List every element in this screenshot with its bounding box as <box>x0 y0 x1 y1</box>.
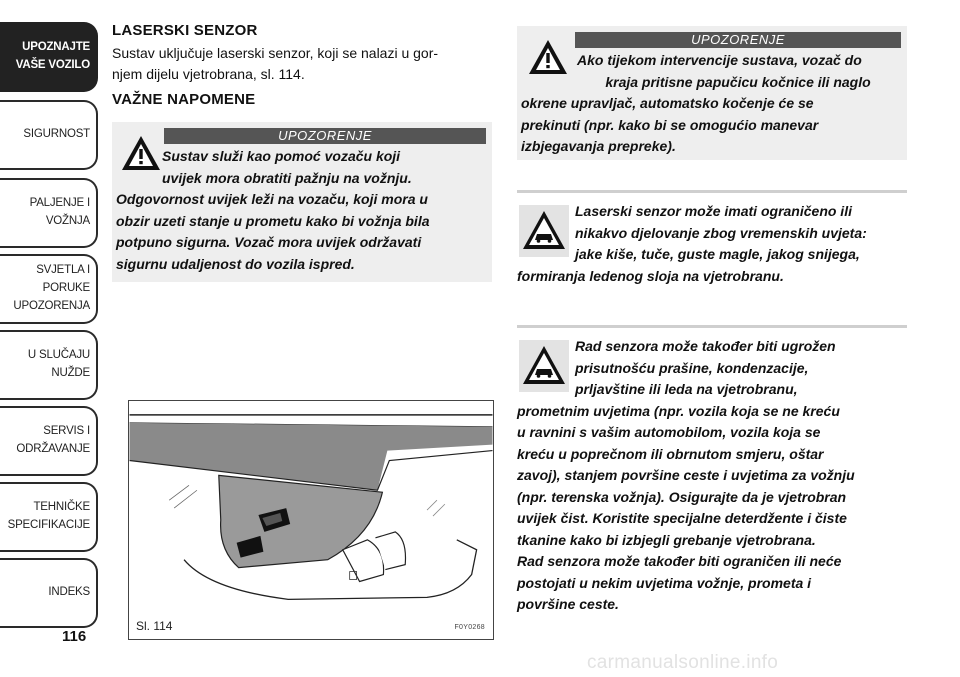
warning-text <box>116 146 488 275</box>
note-line: (npr. terenska vožnja). Osigurajte da je vjetrobran <box>517 488 847 505</box>
laser-sensor-illustration <box>129 401 493 639</box>
warning-header: UPOZORENJE <box>164 128 486 144</box>
intro-line: Sustav uključuje laserski senzor, koji se nalazi u gor- <box>112 45 439 61</box>
note-line: nikakvo djelovanje zbog vremenskih uvjeta: <box>575 224 867 241</box>
tab-servis-i-odrzavanje[interactable]: SERVIS I ODRŽAVANJE <box>0 406 98 476</box>
watermark: carmanualsonline.info <box>587 652 779 673</box>
note-line: tkanine kako bi izbjegli grebanje vjetrobrana. <box>517 531 816 548</box>
note-text <box>517 201 907 287</box>
section-heading-laserski-senzor: LASERSKI SENZOR <box>112 22 258 39</box>
warning-line: Odgovornost uvijek leži na vozaču, koji mora u <box>116 191 428 207</box>
figure-laser-sensor <box>128 400 494 640</box>
note-weather-conditions <box>517 190 907 287</box>
page-number: 116 <box>62 628 87 645</box>
warning-line: sigurnu udaljenost do vozila ispred. <box>116 255 355 272</box>
note-line: prometnim uvjetima (npr. vozila koja se ne kreću <box>517 402 840 419</box>
note-line: zavoj), stanjem površine ceste i uvjetima za vožnju <box>517 467 855 483</box>
intro-line: njem dijelu vjetrobrana, sl. 114. <box>112 66 305 82</box>
tab-u-slucaju-nuzde[interactable]: U SLUČAJU NUŽDE <box>0 330 98 400</box>
note-line: površine ceste. <box>517 596 619 612</box>
figure-code: F0Y0268 <box>454 624 485 631</box>
warning-box-driver-responsibility <box>112 122 492 282</box>
warning-line: Ako tijekom intervencije sustava, vozač do <box>577 52 862 68</box>
warning-line: izbjegavanja prepreke). <box>521 138 676 154</box>
car-warning-icon <box>519 340 569 392</box>
warning-line: Sustav služi kao pomoć vozaču koji <box>162 148 401 164</box>
tab-paljenje-i-voznja[interactable]: PALJENJE I VOŽNJA <box>0 178 98 248</box>
tab-sigurnost[interactable]: SIGURNOST <box>0 100 98 170</box>
note-line: kreću u poprečnom ili obrnutom smjeru, oštar <box>517 445 824 462</box>
note-line: prisutnošću prašine, kondenzacije, <box>575 359 809 376</box>
car-warning-icon <box>519 205 569 257</box>
note-line: prljavštine ili leda na vjetrobranu, <box>575 381 798 397</box>
section-heading-vazne-napomene: VAŽNE NAPOMENE <box>112 91 256 108</box>
note-line: jake kiše, tuče, guste magle, jakog snijega, <box>575 246 860 262</box>
note-sensor-obstruction <box>517 325 907 616</box>
warning-line: obzir uzeti stanje u prometu kako bi vožnja bila <box>116 212 430 229</box>
note-line: Laserski senzor može imati ograničeno ili <box>575 203 852 219</box>
warning-line: uvijek mora obratiti pažnju na vožnju. <box>162 169 412 186</box>
left-column <box>112 22 492 282</box>
note-line: u ravnini s vašim automobilom, vozila koja se <box>517 424 821 440</box>
warning-header: UPOZORENJE <box>575 32 901 48</box>
note-line: postojati u nekim uvjetima vožnje, prometa i <box>517 574 812 591</box>
intro-paragraph <box>112 43 492 85</box>
tab-indeks[interactable]: INDEKS <box>0 558 98 628</box>
note-text <box>517 336 907 616</box>
right-column <box>517 26 907 616</box>
note-line: uvijek čist. Koristite specijalne deterdžente i čiste <box>517 510 847 526</box>
warning-line: prekinuti (npr. kako bi se omogućio manevar <box>521 116 819 133</box>
warning-line: kraja pritisne papučicu kočnice ili naglo <box>605 73 871 90</box>
figure-caption: Sl. 114 <box>136 619 173 633</box>
warning-text <box>521 50 903 158</box>
tab-svjetla-i-poruke[interactable]: SVJETLA I PORUKE UPOZORENJA <box>0 254 98 324</box>
note-line: Rad senzora može također biti ograničen ili neće <box>517 553 842 569</box>
warning-box-brake-intervention <box>517 26 907 160</box>
note-line: formiranja ledenog sloja na vjetrobranu. <box>517 267 784 284</box>
tab-upoznajte-vase-vozilo[interactable]: UPOZNAJTE VAŠE VOZILO <box>0 22 98 92</box>
warning-line: okrene upravljač, automatsko kočenje će se <box>521 95 814 111</box>
tab-tehnicke-specifikacije[interactable]: TEHNIČKE SPECIFIKACIJE <box>0 482 98 552</box>
note-line: Rad senzora može također biti ugrožen <box>575 338 836 354</box>
warning-line: potpuno sigurna. Vozač mora uvijek održavati <box>116 234 422 250</box>
